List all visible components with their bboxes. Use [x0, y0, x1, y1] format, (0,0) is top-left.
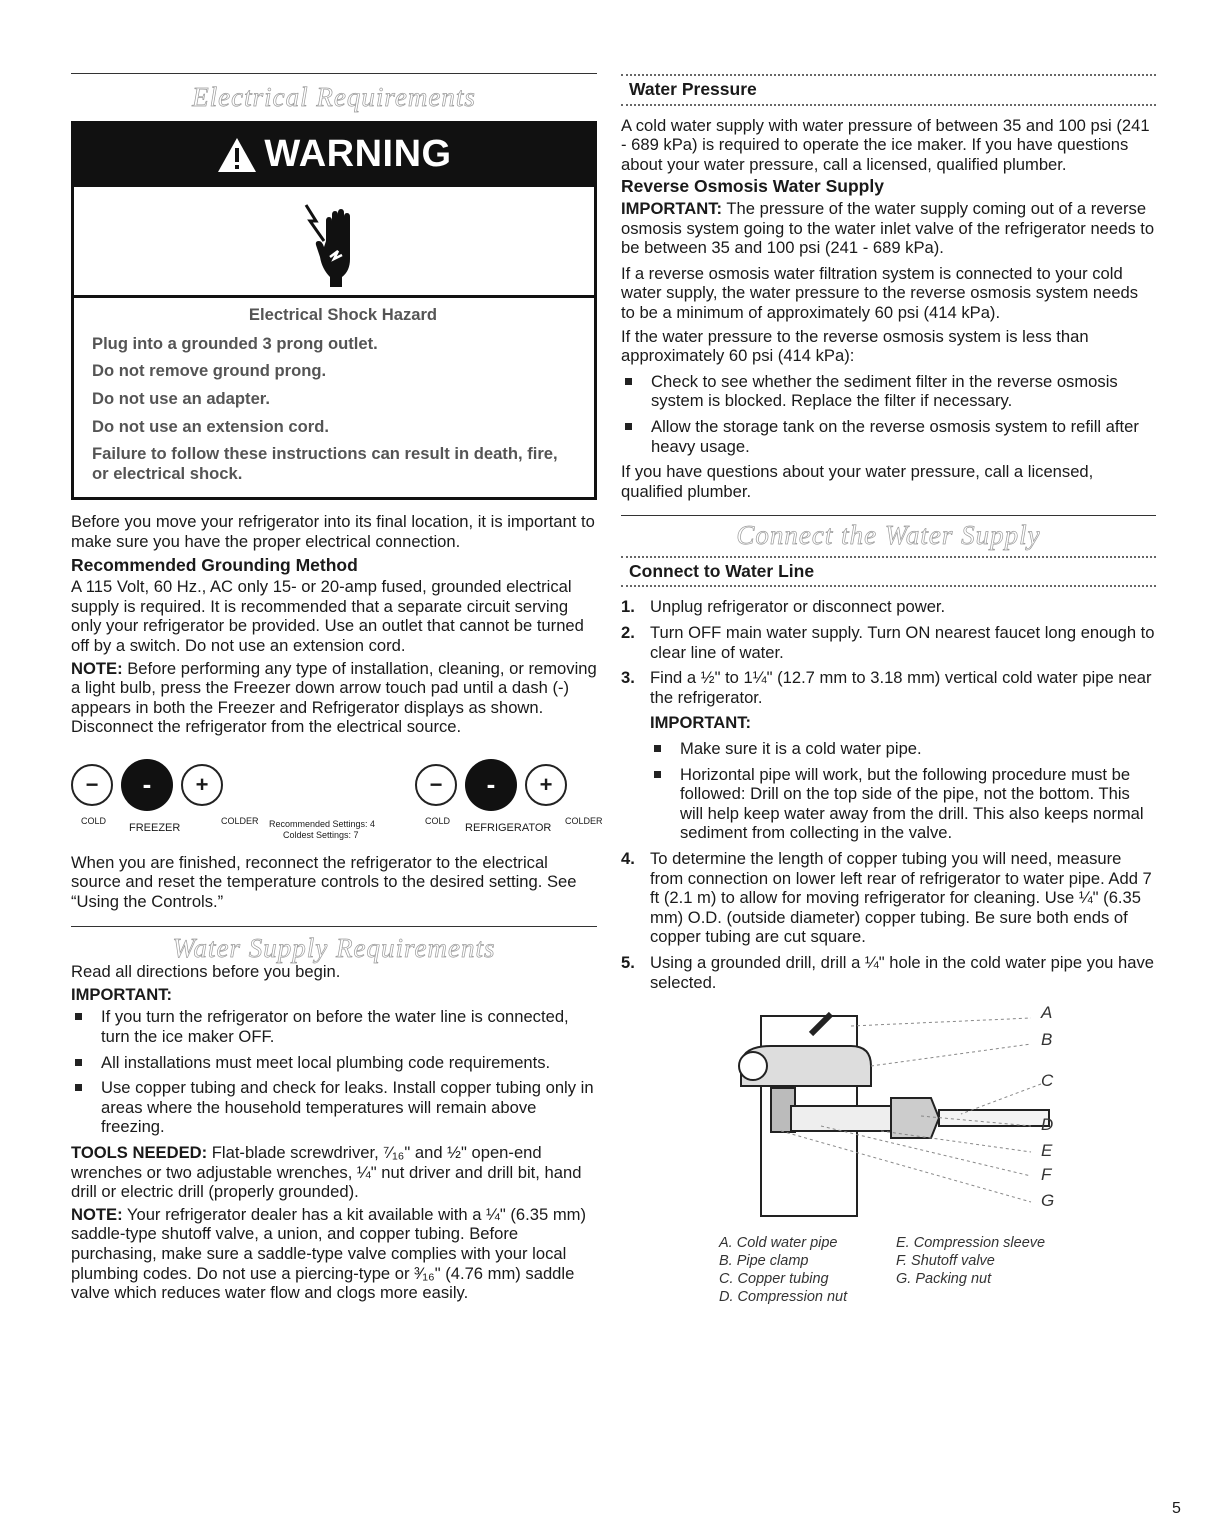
section-rule: [71, 926, 597, 927]
label-g: G: [1041, 1191, 1055, 1211]
grounding-text: A 115 Volt, 60 Hz., AC only 15- or 20-amp fused, grounded electrical supply is required. It is recommended that a separate circuit serving only your refrigerator be provided. Use an outlet that cannot be turned off by a switch. Do not use an extension cord.: [71, 577, 584, 655]
important-label: IMPORTANT:: [650, 713, 752, 733]
list-item: All installations must meet local plumbing code requirements.: [71, 1053, 597, 1073]
tools-needed: [71, 1143, 597, 1202]
caption-item: D. Compression nut: [719, 1289, 848, 1306]
list-item: If you turn the refrigerator on before the water line is connected, turn the ice maker OFF.: [71, 1007, 597, 1046]
label-b: B: [1041, 1030, 1053, 1050]
saddle-valve-illustration: [621, 1003, 1156, 1226]
electrical-note: [71, 659, 597, 737]
refrigerator-cold-label: COLD: [425, 815, 451, 826]
ro-heading: Reverse Osmosis Water Supply: [621, 176, 884, 197]
water-supply-note: [71, 1205, 597, 1303]
refrigerator-label: REFRIGERATOR: [465, 821, 552, 834]
note-text: Your refrigerator dealer has a kit available with a ¼" (6.35 mm) saddle-type shutoff valve, a union, and copper tubing. Before purchasing, make sure a saddle-type valve complies with your local plumbing codes. Do not use a piercing-type or ³⁄₁₆" (4.76 mm) saddle valve which reduces water flow and clogs more easily.: [71, 1204, 586, 1303]
top-rule: [71, 73, 597, 74]
dotted-rule: [621, 104, 1156, 106]
note-text: Before performing any type of installation, cleaning, or removing a light bulb, press the Freezer down arrow touch pad until a dash (-) appears in both the Freezer and Refrigerator displays as shown. Disconnect the refrigerator from the electrical source.: [71, 658, 597, 737]
caption-item: G. Packing nut: [896, 1271, 992, 1288]
caption-item: E. Compression sleeve: [896, 1235, 1046, 1252]
freezer-display: -: [121, 759, 173, 811]
caption-item: A. Cold water pipe: [719, 1235, 838, 1252]
freezer-label: FREEZER: [129, 821, 181, 834]
warning-box: [71, 121, 597, 501]
note-label: NOTE:: [71, 1204, 123, 1224]
recommended-settings: Recommended Settings: 4: [269, 818, 376, 829]
warning-triangle-icon: [216, 136, 258, 174]
hazard-title: Electrical Shock Hazard: [248, 305, 438, 325]
warning-body: [74, 298, 594, 497]
list-item: Horizontal pipe will work, but the following procedure must be followed: Drill on the top side of the pipe, not the bottom. This will help keep water away from the drill. This also keeps normal sediment from collecting in the valve.: [650, 765, 1156, 843]
section-title-water-supply: Water Supply Requirements: [172, 932, 496, 963]
label-e: E: [1041, 1141, 1053, 1161]
refrigerator-colder-label: COLDER: [565, 815, 603, 826]
hazard-line: Do not remove ground prong.: [92, 361, 327, 381]
hazard-line: Failure to follow these instructions can result in death, fire, or electrical shock.: [92, 444, 558, 483]
list-item: Allow the storage tank on the reverse osmosis system to refill after heavy usage.: [621, 417, 1156, 456]
freezer-down-icon: −: [71, 764, 113, 806]
freezer-cold-label: COLD: [81, 815, 107, 826]
label-a: A: [1041, 1003, 1053, 1023]
grounding-heading: Recommended Grounding Method: [71, 554, 358, 575]
ro-text-2: If a reverse osmosis water filtration system is connected to your cold water supply, the water pressure to the reverse osmosis system needs to be a minimum of approximately 60 psi (414 kPa).: [621, 263, 1139, 322]
hazard-line: Plug into a grounded 3 prong outlet.: [92, 333, 378, 353]
section-rule: [621, 515, 1156, 516]
dotted-rule: [621, 556, 1156, 558]
ro-important: [621, 199, 1156, 258]
valve-diagram: [621, 1003, 1156, 1226]
water-pressure-closing: If you have questions about your water pressure, call a licensed, qualified plumber.: [621, 462, 1094, 501]
left-column: [71, 0, 603, 1306]
electrical-intro: Before you move your refrigerator into its final location, it is important to make sure you have the proper electrical connection.: [71, 512, 595, 551]
water-supply-intro: Read all directions before you begin.: [71, 962, 341, 982]
freezer-controls: [71, 759, 223, 811]
refrigerator-up-icon: +: [525, 764, 567, 806]
connect-heading: Connect to Water Line: [629, 560, 815, 581]
note-label: NOTE:: [71, 658, 123, 678]
refrigerator-controls: [415, 759, 567, 811]
coldest-settings: Coldest Settings: 7: [283, 829, 359, 840]
label-c: C: [1041, 1071, 1054, 1091]
ro-text: The pressure of the water supply coming out of a reverse osmosis system going to the water inlet valve of the refrigerator needs to be between 35 and 100 psi (241 - 689 kPa).: [621, 198, 1155, 258]
tools-text: Flat-blade screwdriver, ⁷⁄₁₆" and ½" open-end wrenches or two adjustable wrenches, ¼" nut driver and drill bit, hand drill or electric drill (properly grounded).: [71, 1143, 582, 1202]
list-item: Make sure it is a cold water pipe.: [650, 739, 1156, 759]
list-item: Use copper tubing and check for leaks. Install copper tubing only in areas where the household temperatures will remain above freezing.: [71, 1078, 597, 1137]
warning-header: [74, 124, 594, 187]
caption-right: [896, 1234, 1045, 1288]
step-item: 3. Find a ½" to 1¼" (12.7 mm to 3.18 mm) vertical cold water pipe near the refrigerator.: [621, 668, 1152, 707]
hazard-line: Do not use an extension cord.: [92, 416, 329, 436]
dotted-rule: [621, 74, 1156, 76]
step-item: 5. Using a grounded drill, drill a ¼" hole in the cold water pipe you have selected.: [621, 952, 1155, 992]
control-panel-illustration: [71, 751, 603, 851]
step-item: 4. To determine the length of copper tubing you will need, measure from connection on lower left rear of refrigerator to water pipe. Add 7 ft (2.1 m) to allow for moving refrigerator for cleaning. Use ¼" (6.35 mm) O.D. (outside diameter) copper tubing. Be sure both ends of copper tubing are cut square.: [621, 849, 1152, 947]
list-item: Check to see whether the sediment filter in the reverse osmosis system is blocked. Replace the filter if necessary.: [621, 372, 1156, 411]
caption-item: F. Shutoff valve: [896, 1253, 995, 1270]
label-f: F: [1041, 1165, 1052, 1185]
water-pressure-heading: Water Pressure: [629, 79, 757, 99]
important-label: IMPORTANT:: [71, 984, 173, 1004]
connect-steps: [621, 597, 1156, 992]
freezer-up-icon: +: [181, 764, 223, 806]
water-pressure-text: A cold water supply with water pressure of between 35 and 100 psi (241 - 689 kPa) is required to operate the ice maker. If you have questions about your water pressure, call a licensed, qualified plumber.: [621, 115, 1150, 174]
finish-text: When you are finished, reconnect the refrigerator to the electrical source and reset the temperature controls to the desired setting. See “Using the Controls.”: [71, 852, 577, 912]
step-item: 2. Turn OFF main water supply. Turn ON nearest faucet long enough to clear line of water.: [621, 623, 1155, 662]
label-d: D: [1041, 1115, 1054, 1135]
right-column: [621, 0, 1156, 1324]
electric-shock-hand-icon: [302, 201, 366, 287]
freezer-colder-label: COLDER: [221, 815, 259, 826]
caption-item: C. Copper tubing: [719, 1271, 829, 1288]
hazard-line: Do not use an adapter.: [92, 388, 270, 408]
important-label: IMPORTANT:: [621, 198, 723, 218]
refrigerator-display: -: [465, 759, 517, 811]
page-number: 5: [1172, 1500, 1181, 1517]
ro-text-3: If the water pressure to the reverse osmosis system is less than approximately 60 psi (414 kPa):: [621, 326, 1089, 366]
section-title-connect: Connect the Water Supply: [736, 520, 1041, 551]
caption-item: B. Pipe clamp: [719, 1253, 809, 1270]
dotted-rule: [621, 585, 1156, 587]
section-title-electrical: Electrical Requirements: [192, 82, 476, 112]
step-item: 1. Unplug refrigerator or disconnect power.: [621, 597, 946, 617]
refrigerator-down-icon: −: [415, 764, 457, 806]
tools-label: TOOLS NEEDED:: [71, 1143, 208, 1162]
warning-label: WARNING: [264, 133, 452, 176]
diagram-captions: [621, 1234, 1156, 1324]
shock-hand-icon-wrap: [74, 187, 594, 296]
caption-left: [719, 1234, 847, 1306]
